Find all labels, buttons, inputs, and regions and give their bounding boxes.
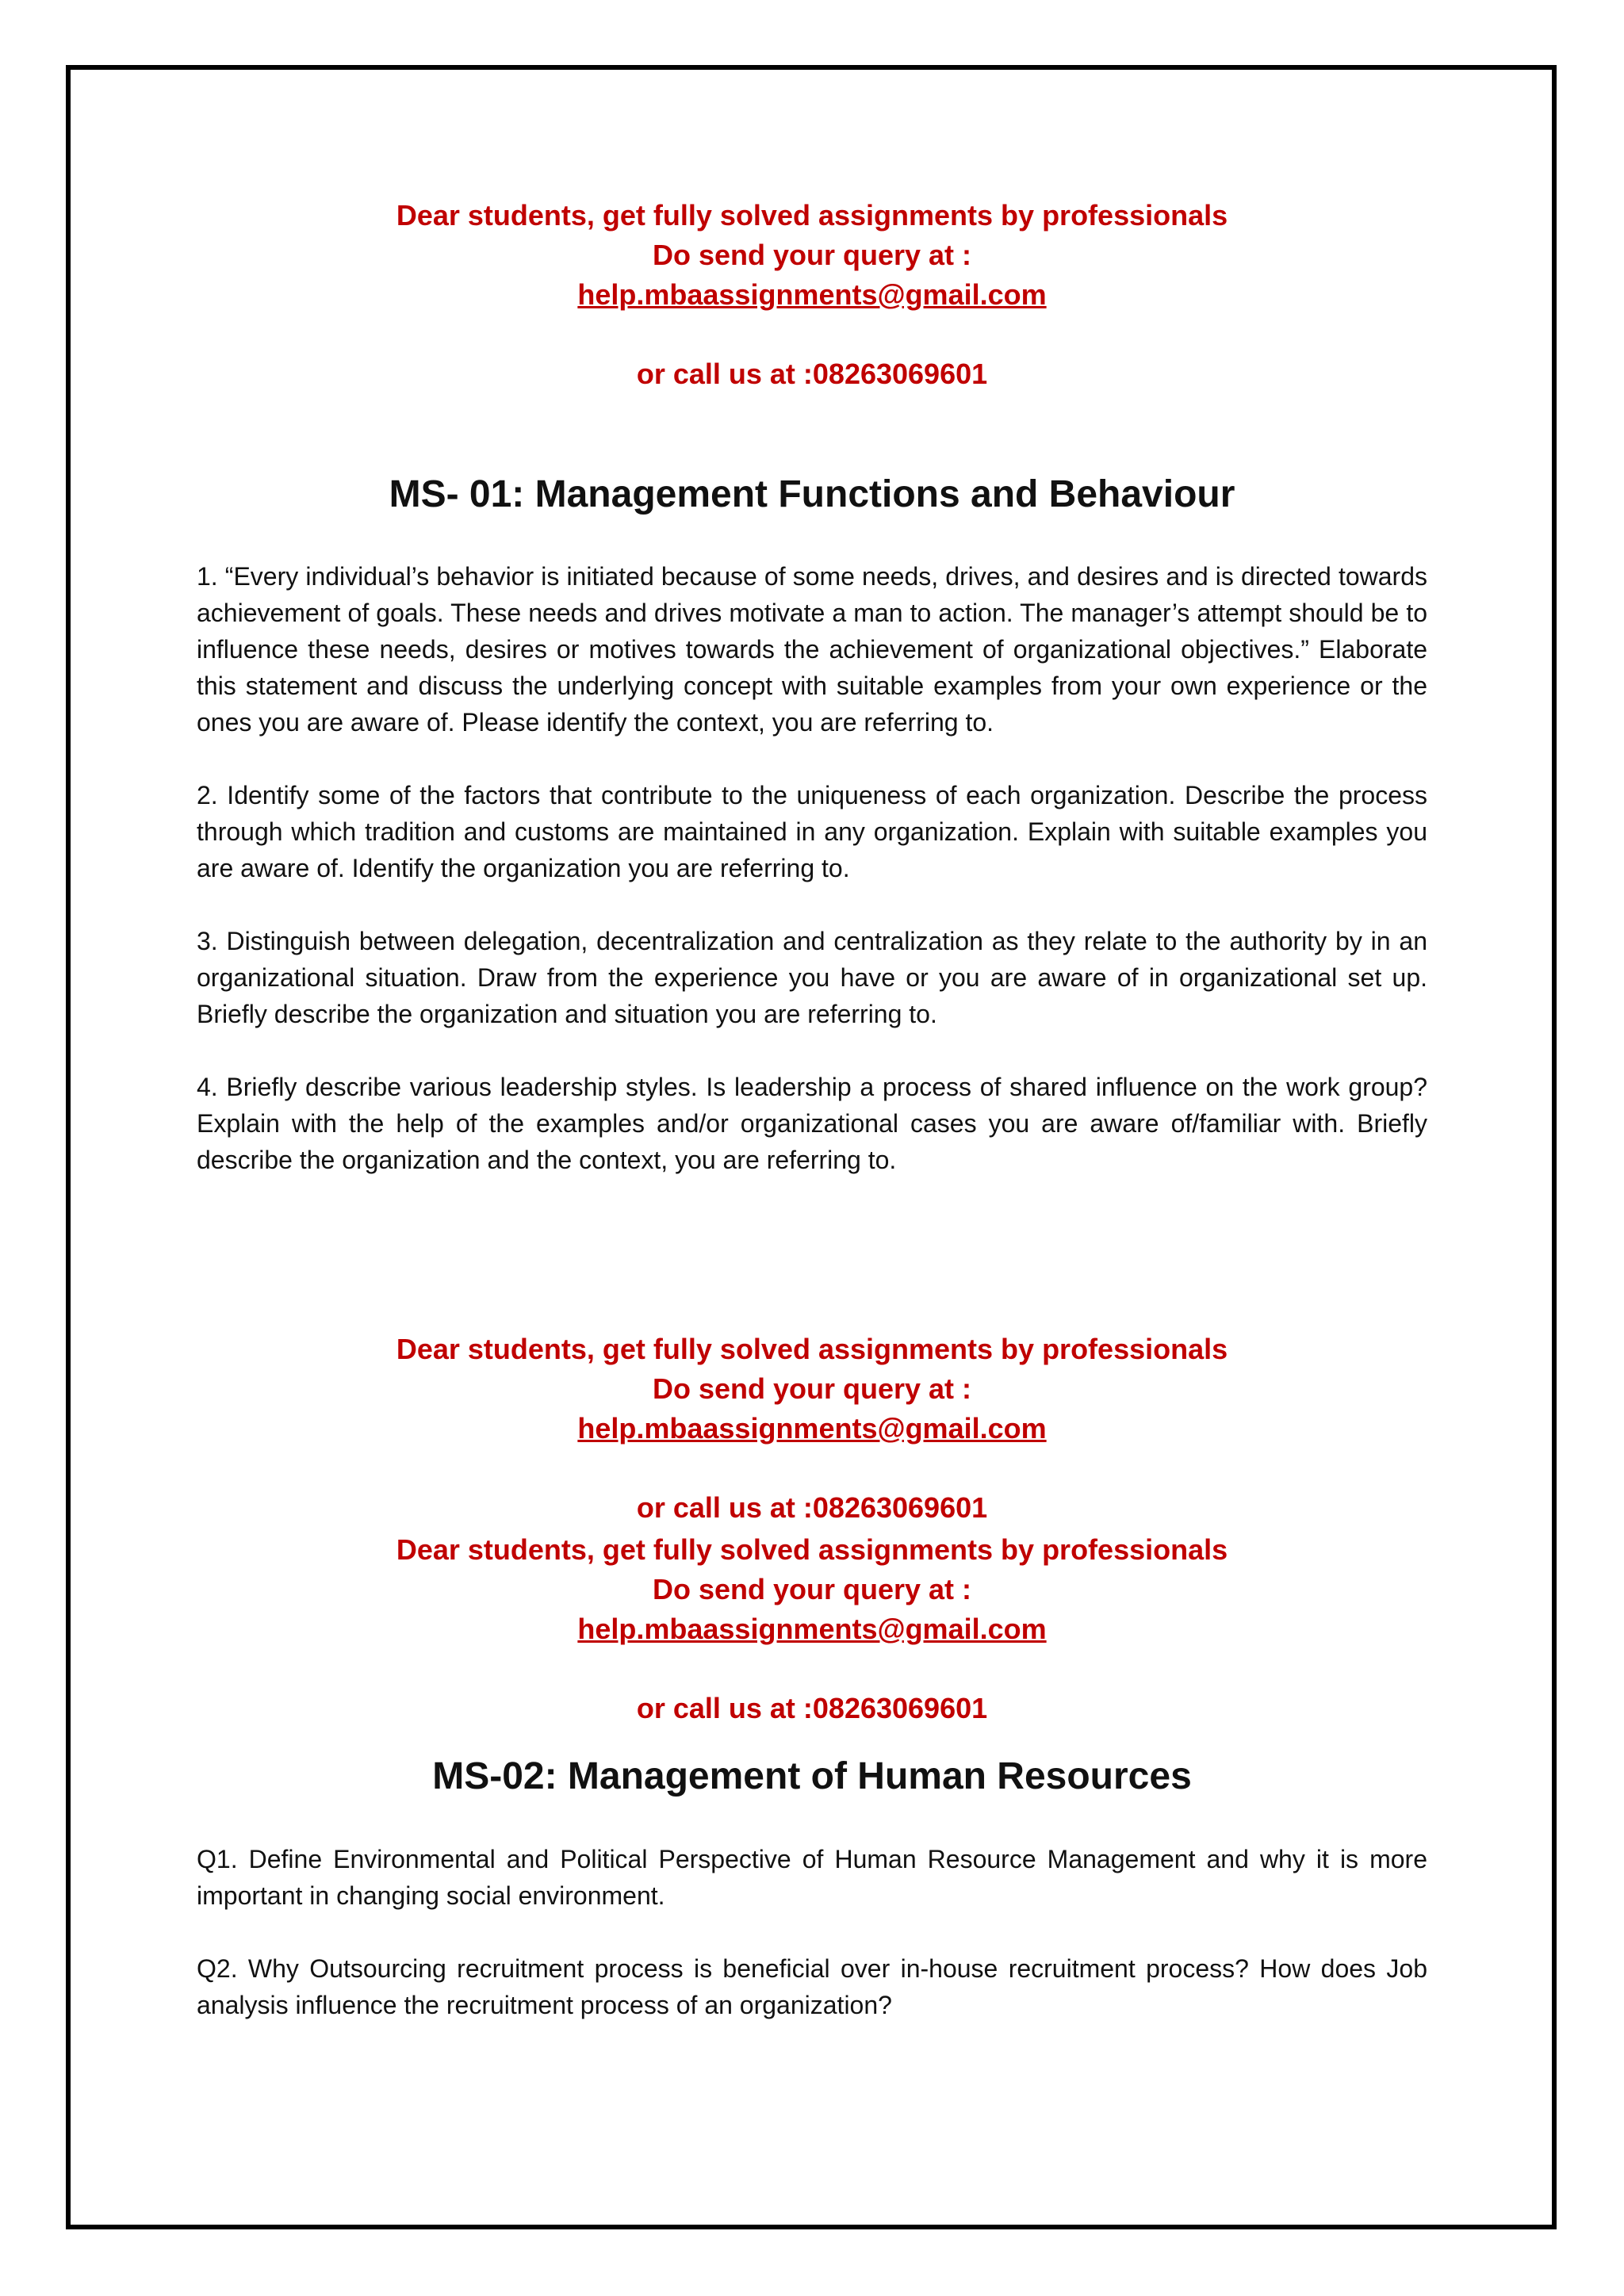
section-title-ms01: MS- 01: Management Functions and Behaviour <box>389 473 1235 515</box>
promo-headline: Dear students, get fully solved assignments by professionals <box>396 199 1228 232</box>
question-item: 4. Briefly describe various leadership styles. Is leadership a process of shared influence on the work group? Explain with the help of the examples and/or organizational cases you are aware of/familiar with. Briefly describe the organization and the context, you are referring to. <box>197 1073 1427 1174</box>
question-item: 2. Identify some of the factors that contribute to the uniqueness of each organization. Describe the process through which tradition and customs are maintained in any organization. Explain with suitable examples you are aware of. Identify the organization you are referring to. <box>197 781 1427 882</box>
promo-query-line: Do send your query at : <box>652 239 972 271</box>
promo-call-line: or call us at :08263069601 <box>636 358 988 390</box>
promo-query-line: Do send your query at : <box>652 1573 972 1605</box>
promo-headline: Dear students, get fully solved assignments by professionals <box>396 1333 1228 1365</box>
promo-block-1 <box>197 196 1427 394</box>
promo-email-link[interactable]: help.mbaassignments@gmail.com <box>577 1412 1047 1445</box>
ms02-question-list <box>197 1841 1427 2023</box>
question-item: Q2. Why Outsourcing recruitment process is beneficial over in-house recruitment process? How does Job analysis influence the recruitment process of an organization? <box>197 1954 1427 2019</box>
promo-headline: Dear students, get fully solved assignments by professionals <box>396 1533 1228 1566</box>
promo-email-link[interactable]: help.mbaassignments@gmail.com <box>577 278 1047 311</box>
question-item: Q1. Define Environmental and Political Perspective of Human Resource Management and why it is more important in changing social environment. <box>197 1845 1427 1910</box>
promo-query-line: Do send your query at : <box>652 1372 972 1405</box>
section-title-ms02: MS-02: Management of Human Resources <box>432 1755 1192 1797</box>
promo-block-3 <box>197 1530 1427 1728</box>
promo-call-line: or call us at :08263069601 <box>636 1491 988 1524</box>
question-item: 3. Distinguish between delegation, decentralization and centralization as they relate to the authority by in an organizational situation. Draw from the experience you have or you are aware of in organizational set up. Briefly describe the organization and situation you are referring to. <box>197 927 1427 1028</box>
ms01-question-list <box>197 558 1427 1178</box>
promo-call-line: or call us at :08263069601 <box>636 1692 988 1724</box>
question-item: 1. “Every individual’s behavior is initiated because of some needs, drives, and desires and is directed towards achievement of goals. These needs and drives motivate a man to action. The manager’s attempt should be to influence these needs, desires or motives towards the achievement of organizational objectives.” Elaborate this statement and discuss the underlying concept with suitable examples from your own experience or the ones you are aware of. Please identify the context, you are referring to. <box>197 562 1427 737</box>
promo-email-link[interactable]: help.mbaassignments@gmail.com <box>577 1613 1047 1645</box>
promo-block-2 <box>197 1330 1427 1528</box>
